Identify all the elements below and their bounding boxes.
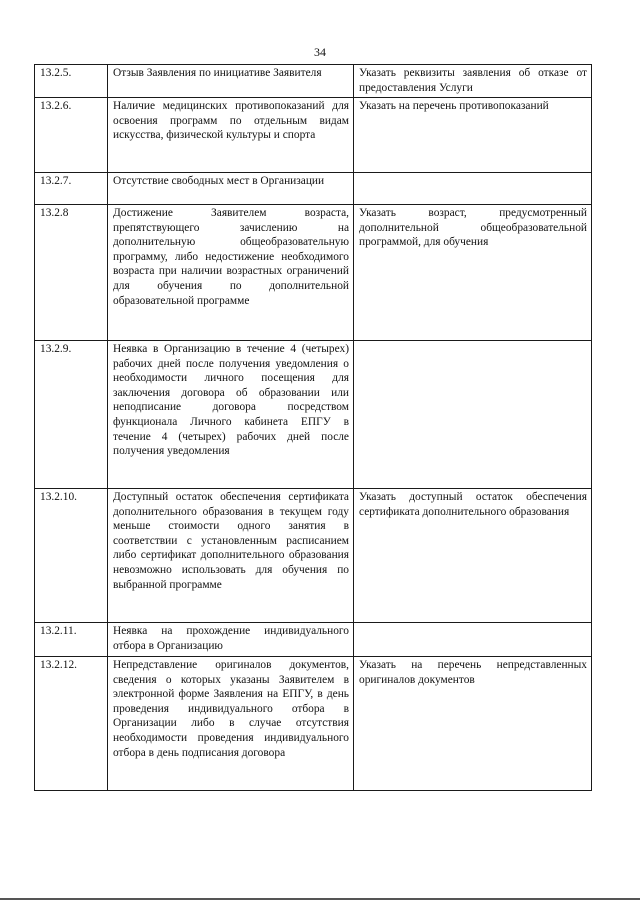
row-number: 13.2.10. xyxy=(35,489,108,623)
row-reason: Наличие медицинских противопоказаний для освоения программ по отдельным видам искусства, физической культуры и спорта xyxy=(108,98,354,173)
row-number: 13.2.5. xyxy=(35,65,108,98)
table-row xyxy=(35,341,592,489)
row-number: 13.2.8 xyxy=(35,205,108,341)
row-action: Указать доступный остаток обеспечения сертификата дополнительного образования xyxy=(354,489,592,623)
row-reason: Достижение Заявителем возраста, препятствующего зачислению на дополнительную общеобразовательную программу, либо недостижение необходимого возраста при наличии возрастных ограничений для обучения по дополнительной образовательной программе xyxy=(108,205,354,341)
row-action: Указать на перечень непредставленных оригиналов документов xyxy=(354,657,592,791)
row-action xyxy=(354,341,592,489)
row-reason: Неявка на прохождение индивидуального отбора в Организацию xyxy=(108,623,354,657)
refusal-reasons-table xyxy=(34,64,592,791)
row-action: Указать реквизиты заявления об отказе от предоставления Услуги xyxy=(354,65,592,98)
row-number: 13.2.6. xyxy=(35,98,108,173)
row-action xyxy=(354,173,592,205)
table-row xyxy=(35,98,592,173)
table-row xyxy=(35,205,592,341)
table-row xyxy=(35,489,592,623)
table-row xyxy=(35,65,592,98)
row-reason: Неявка в Организацию в течение 4 (четырех) рабочих дней после получения уведомления о необходимости личного посещения для заключения договора об образовании или неподписание договора посредством функционала Личного кабинета ЕПГУ в течение 4 (четырех) рабочих дней после получения уведомления xyxy=(108,341,354,489)
row-number: 13.2.11. xyxy=(35,623,108,657)
table-row xyxy=(35,657,592,791)
page-bottom-rule xyxy=(0,898,640,900)
row-reason: Отсутствие свободных мест в Организации xyxy=(108,173,354,205)
row-reason: Непредставление оригиналов документов, сведения о которых указаны Заявителем в электронной форме Заявления на ЕПГУ, в день проведения индивидуального отбора в Организации либо в случае отсутствия необходимости проведения индивидуального отбора в день подписания договора xyxy=(108,657,354,791)
row-action: Указать возраст, предусмотренный дополнительной общеобразовательной программой, для обучения xyxy=(354,205,592,341)
page-number: 34 xyxy=(314,45,326,59)
row-number: 13.2.7. xyxy=(35,173,108,205)
row-number: 13.2.12. xyxy=(35,657,108,791)
table-row xyxy=(35,623,592,657)
row-reason: Отзыв Заявления по инициативе Заявителя xyxy=(108,65,354,98)
row-action: Указать на перечень противопоказаний xyxy=(354,98,592,173)
row-number: 13.2.9. xyxy=(35,341,108,489)
row-action xyxy=(354,623,592,657)
table-row xyxy=(35,173,592,205)
row-reason: Доступный остаток обеспечения сертификата дополнительного образования в текущем году меньше стоимости одного занятия в соответствии с установленным расписанием либо сертификат дополнительного образования невозможно использовать для обучения по выбранной программе xyxy=(108,489,354,623)
